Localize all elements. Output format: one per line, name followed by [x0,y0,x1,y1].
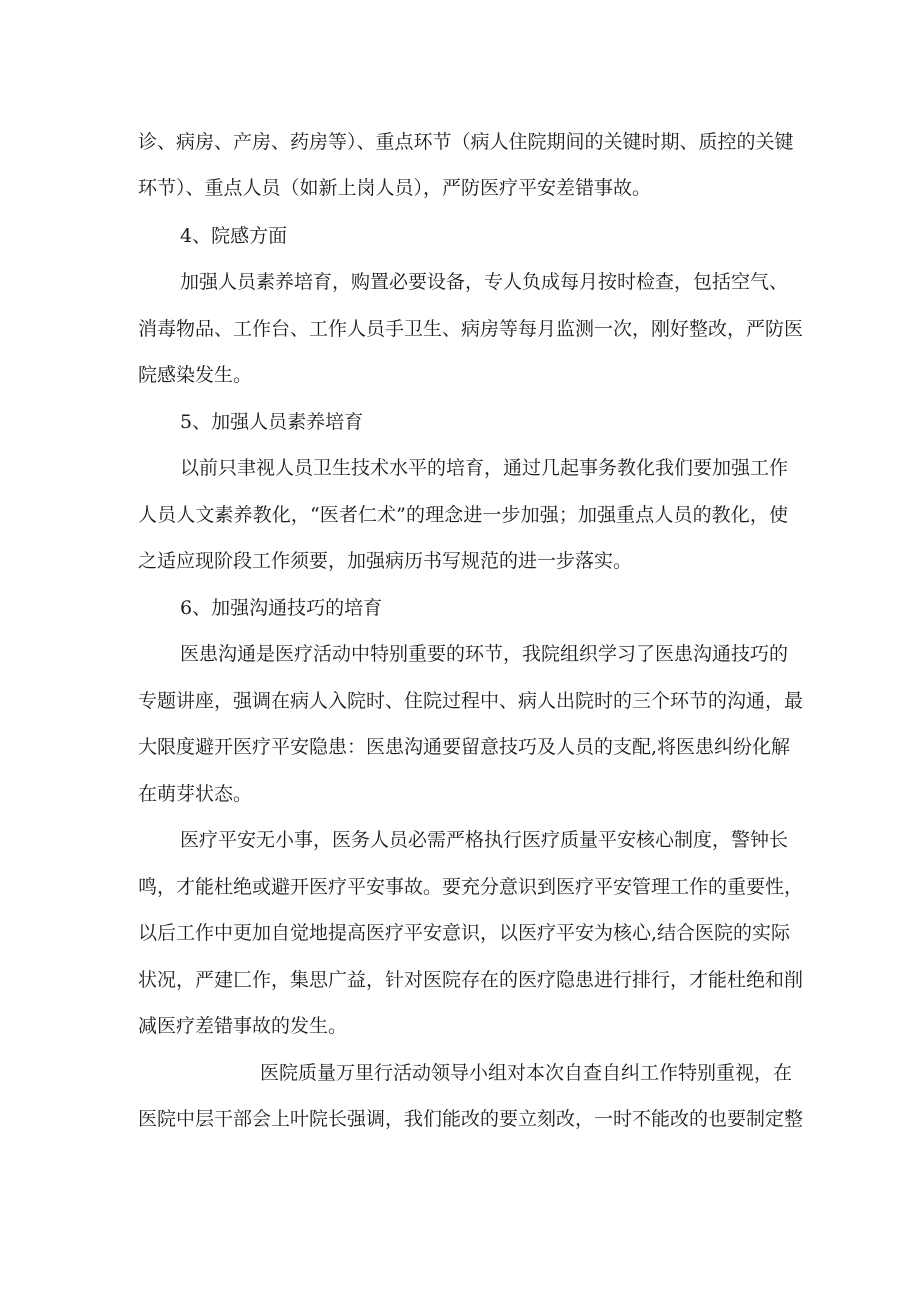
section-heading: 5、加强人员素养培育 [180,411,364,433]
body-text-line: 鸣，才能杜绝或避开医疗平安事故。要充分意识到医疗平安管理工作的重要性， [138,876,804,898]
body-text-line: 诊、病房、产房、药房等）、重点环节（病人住院期间的关键时期、质控的关键 [138,131,794,153]
body-text-line: 以前只聿视人员卫生技术水平的培育，通过几起事务教化我们要加强工作 [180,457,789,479]
body-text-line: 加强人员素养培育，购置必要设备，专人负成每月按时检查，包括空气、 [180,271,789,293]
body-text-line: 大限度避开医疗平安隐患：医患沟通要留意技巧及人员的支配,将医患纠纷化解 [138,736,791,758]
body-text-line: 医患沟通是医疗活动中特别重要的环节，我院组织学习了医患沟通技巧的 [180,643,789,665]
body-text-line: 院感染发生。 [138,364,253,386]
body-text-line: 医疗平安无小事，医务人员必需严格执行医疗质量平安核心制度，警钟长 [180,829,789,851]
body-text-line: 状况，严建匚作，集思广益，针对医院存在的医疗隐患进行排行，才能杜绝和削 [138,969,804,991]
body-text-line: 人员人文素养教化，“医者仁术”的理念进一步加强；加强重点人员的教化，使 [138,504,788,526]
body-text-line: 医院中层干部会上叶院长强调，我们能改的要立刻改，一时不能改的也要制定整 [138,1108,804,1130]
body-text-line: 以后工作中更加自觉地提高医疗平安意识，以医疗平安为核心,结合医院的实际 [138,922,791,944]
body-text-line: 专题讲座，强调在病人入院时、住院过程中、病人出院时的三个环节的沟通，最 [138,690,804,712]
body-text-line: 消毒物品、工作台、工作人员手卫生、病房等每月监测一次，刚好整改，严防医 [138,318,804,340]
section-heading: 4、院感方面 [180,225,288,247]
body-text-line: 减医疗差错事故的发生。 [138,1015,348,1037]
body-text-line: 在萌芽状态。 [138,783,253,805]
body-text-line: 环节）、重点人员（如新上岗人员），严防医疗平安差错事故。 [138,177,652,199]
body-text-line: 之适应现阶段工作须要，加强病历书写规范的进一步落实。 [138,550,633,572]
body-text-line: 医院质量万里行活动领导小组对本次自查自纠工作特别重视，在 [260,1062,793,1084]
section-heading: 6、加强沟通技巧的培育 [180,597,383,619]
